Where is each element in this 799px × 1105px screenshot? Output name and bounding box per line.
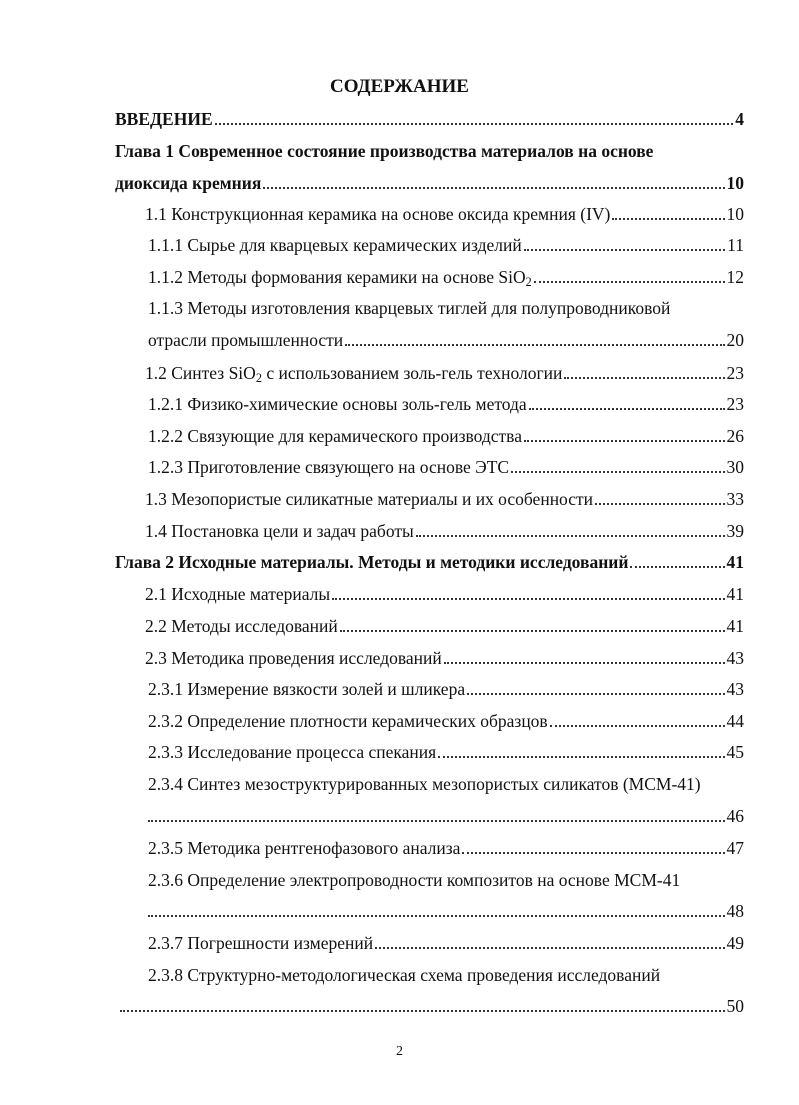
- toc-entry-page: 4: [735, 109, 744, 129]
- toc-entry-page: 47: [726, 838, 744, 858]
- toc-entry-page: 43: [726, 679, 744, 699]
- toc-entry-page: 23: [726, 394, 744, 414]
- toc-entry-1-1-1[interactable]: [148, 233, 744, 257]
- toc-entry-page: 43: [726, 648, 744, 668]
- leader-dots: [534, 281, 725, 283]
- page-title: СОДЕРЖАНИЕ: [330, 76, 469, 97]
- toc-entry-page: 41: [726, 552, 744, 572]
- toc-entry-text: 2.3.1 Измерение вязкости золей и шликера: [148, 679, 466, 699]
- toc-entry-text: 2.3.2 Определение плотности керамических образцов: [148, 711, 548, 731]
- leader-dots: [444, 662, 725, 664]
- toc-entry-introduction[interactable]: [115, 107, 744, 131]
- toc-entry-1-3[interactable]: [145, 487, 744, 511]
- toc-entry-text: [145, 361, 562, 385]
- toc-entry-2-3-4[interactable]: [148, 804, 744, 828]
- toc-entry-text: ВВЕДЕНИЕ: [115, 109, 213, 129]
- toc-entry-page: 41: [726, 584, 744, 604]
- leader-dots: [263, 187, 724, 189]
- leader-dots: [215, 123, 734, 125]
- leader-dots: [375, 947, 724, 949]
- toc-entry-page: 12: [726, 267, 744, 287]
- toc-entry-text-main: 1.2 Синтез SiO: [145, 363, 256, 383]
- toc-entry-2-3-1[interactable]: [148, 677, 744, 701]
- toc-entry-1-2-3[interactable]: [148, 455, 744, 479]
- toc-entry-chapter-2[interactable]: [115, 550, 744, 574]
- toc-entry-text-main: 1.1.2 Методы формования керамики на основе SiO: [148, 267, 526, 287]
- toc-entry-text: 1.2.3 Приготовление связующего на основе ЭТС: [148, 457, 510, 477]
- leader-dots: [345, 344, 724, 346]
- toc-entry-1-1-3[interactable]: [148, 328, 744, 352]
- leader-dots: [416, 535, 725, 537]
- toc-entry-2-3-6[interactable]: [148, 899, 744, 923]
- toc-entry-page: 26: [726, 426, 744, 446]
- toc-entry-text: 2.2 Методы исследований: [145, 616, 338, 636]
- leader-dots: [467, 693, 724, 695]
- leader-dots: [612, 218, 724, 220]
- toc-entry-text: [148, 265, 532, 289]
- leader-dots: [630, 566, 724, 568]
- toc-entry-text: диоксида кремния: [115, 173, 262, 193]
- leader-dots: [524, 249, 725, 251]
- leader-dots: [595, 503, 724, 505]
- toc-entry-2-3-4-line-1[interactable]: 2.3.4 Синтез мезоструктурированных мезопористых силикатов (МСМ-41): [148, 774, 701, 794]
- toc-entry-text: 2.3.3 Исследование процесса спекания: [148, 742, 437, 762]
- leader-dots: [550, 725, 725, 727]
- toc-entry-page: 20: [726, 330, 744, 350]
- toc-entry-1-2-1[interactable]: [148, 392, 744, 416]
- toc-entry-text-rest: с использованием золь-гель технологии: [261, 363, 563, 383]
- toc-entry-text: 2.3 Методика проведения исследований: [145, 648, 442, 668]
- toc-entry-chapter-1-line-1[interactable]: Глава 1 Современное состояние производства материалов на основе: [115, 141, 654, 161]
- toc-entry-1-4[interactable]: [145, 519, 744, 543]
- toc-entry-text: 2.3.7 Погрешности измерений: [148, 933, 374, 953]
- page-number: 2: [396, 1044, 403, 1059]
- leader-dots: [511, 471, 724, 473]
- toc-entry-page: 11: [727, 235, 744, 255]
- toc-entry-text: отрасли промышленности: [148, 330, 344, 350]
- toc-entry-text: Глава 2 Исходные материалы. Методы и методики исследований: [115, 552, 629, 572]
- toc-entry-2-3-6-line-1[interactable]: 2.3.6 Определение электропроводности композитов на основе МСМ-41: [148, 870, 681, 890]
- toc-entry-text: 1.2.2 Связующие для керамического производства: [148, 426, 522, 446]
- toc-entry-page: 45: [726, 742, 744, 762]
- toc-entry-text: 1.1.1 Сырье для кварцевых керамических изделий: [148, 235, 522, 255]
- leader-dots: [529, 408, 725, 410]
- toc-entry-page: 30: [726, 457, 744, 477]
- toc-entry-text: 2.1 Исходные материалы: [145, 584, 331, 604]
- toc-entry-1-1-2[interactable]: [148, 265, 744, 289]
- toc-entry-page: 33: [726, 489, 744, 509]
- toc-entry-2-3-2[interactable]: [148, 709, 744, 733]
- toc-entry-page: 39: [726, 521, 744, 541]
- toc-entry-2-1[interactable]: [145, 582, 744, 606]
- toc-entry-page: 41: [726, 616, 744, 636]
- toc-entry-2-2[interactable]: [145, 614, 744, 638]
- toc-entry-text: 2.3.5 Методика рентгенофазового анализа: [148, 838, 461, 858]
- toc-entry-text: 1.3 Мезопористые силикатные материалы и их особенности: [145, 489, 594, 509]
- toc-entry-page: 46: [726, 806, 744, 826]
- leader-dots: [524, 440, 725, 442]
- leader-dots: [148, 820, 725, 822]
- toc-entry-2-3-8[interactable]: [120, 994, 744, 1018]
- toc-entry-text: 1.1 Конструкционная керамика на основе оксида кремния (IV): [145, 204, 611, 224]
- leader-dots: [332, 598, 724, 600]
- leader-dots: [148, 915, 725, 917]
- toc-entry-chapter-1[interactable]: [115, 171, 744, 195]
- toc-entry-page: 10: [726, 204, 744, 224]
- toc-entry-2-3-8-line-1[interactable]: 2.3.8 Структурно-методологическая схема проведения исследований: [148, 965, 661, 985]
- toc-entry-page: 10: [726, 173, 744, 193]
- toc-entry-1-2-2[interactable]: [148, 424, 744, 448]
- leader-dots: [462, 852, 724, 854]
- toc-entry-2-3-3[interactable]: [148, 740, 744, 764]
- toc-entry-page: 44: [726, 711, 744, 731]
- leader-dots: [564, 377, 724, 379]
- toc-entry-1-1[interactable]: [145, 202, 744, 226]
- leader-dots: [120, 1010, 725, 1012]
- subscript: 2: [255, 371, 262, 386]
- toc-entry-page: 50: [726, 996, 744, 1016]
- toc-entry-text: 1.4 Постановка цели и задач работы: [145, 521, 414, 541]
- toc-entry-2-3[interactable]: [145, 646, 744, 670]
- toc-entry-page: 48: [726, 901, 744, 921]
- toc-entry-2-3-7[interactable]: [148, 931, 744, 955]
- toc-entry-page: 49: [726, 933, 744, 953]
- toc-entry-1-2[interactable]: [145, 361, 744, 385]
- toc-entry-page: 23: [726, 363, 744, 383]
- toc-entry-1-1-3-line-1[interactable]: 1.1.3 Методы изготовления кварцевых тиглей для полупроводниковой: [148, 298, 671, 318]
- leader-dots: [438, 756, 724, 758]
- toc-entry-text: 1.2.1 Физико-химические основы золь-гель метода: [148, 394, 527, 414]
- toc-entry-2-3-5[interactable]: [148, 836, 744, 860]
- leader-dots: [340, 630, 725, 632]
- subscript: 2: [525, 275, 532, 290]
